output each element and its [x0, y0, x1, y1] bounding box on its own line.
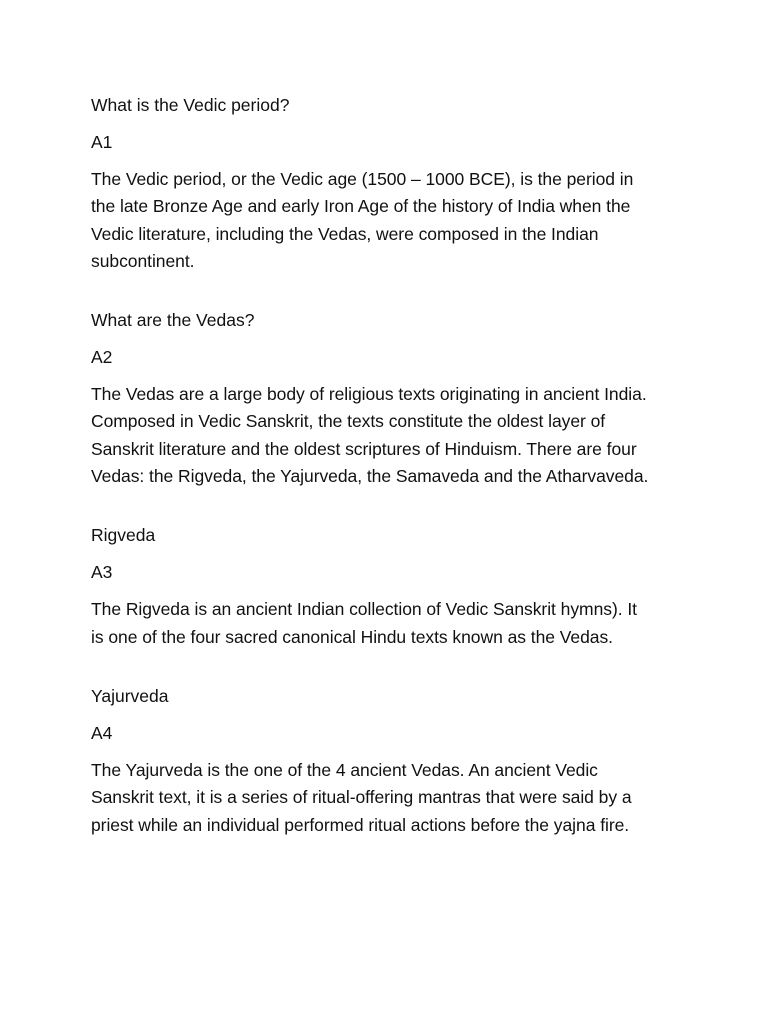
answer-line: Sanskrit text, it is a series of ritual-offering mantras that were said by a	[91, 787, 632, 808]
answer-line: subcontinent.	[91, 250, 195, 271]
question-heading: What is the Vedic period?	[91, 95, 290, 115]
question-heading: What are the Vedas?	[91, 310, 255, 331]
qa-section-rigveda	[91, 522, 691, 651]
document-body	[91, 92, 691, 871]
qa-section-yajurveda	[91, 683, 691, 839]
answer-line: Vedas: the Rigveda, the Yajurveda, the Samaveda and the Atharvaveda.	[91, 466, 649, 487]
answer-line: priest while an individual performed ritual actions before the yajna fire.	[91, 814, 630, 835]
answer-line: The Vedic period, or the Vedic age (1500 – 1000 BCE), is the period in	[91, 169, 634, 189]
answer-text	[91, 166, 691, 275]
qa-section-vedas	[91, 307, 691, 490]
answer-line: the late Bronze Age and early Iron Age of the history of India when the	[91, 196, 631, 217]
question-heading: Yajurveda	[91, 685, 169, 706]
answer-label: A4	[91, 722, 113, 743]
answer-label: A3	[91, 562, 113, 583]
answer-text	[91, 596, 691, 651]
answer-label: A2	[91, 347, 113, 368]
question-heading: Rigveda	[91, 525, 156, 546]
answer-label: A1	[91, 132, 113, 152]
answer-line: Composed in Vedic Sanskrit, the texts constitute the oldest layer of	[91, 411, 606, 432]
answer-line: Sanskrit literature and the oldest scriptures of Hinduism. There are four	[91, 438, 637, 459]
answer-line: Vedic literature, including the Vedas, were composed in the Indian	[91, 223, 599, 244]
answer-text	[91, 381, 691, 490]
answer-line: The Rigveda is an ancient Indian collection of Vedic Sanskrit hymns). It	[91, 599, 637, 620]
answer-line: The Yajurveda is the one of the 4 ancient Vedas. An ancient Vedic	[91, 759, 598, 780]
answer-line: The Vedas are a large body of religious texts originating in ancient India.	[91, 384, 647, 405]
qa-section-vedic-period	[91, 92, 691, 275]
answer-line: is one of the four sacred canonical Hindu texts known as the Vedas.	[91, 626, 613, 647]
answer-text	[91, 757, 691, 839]
